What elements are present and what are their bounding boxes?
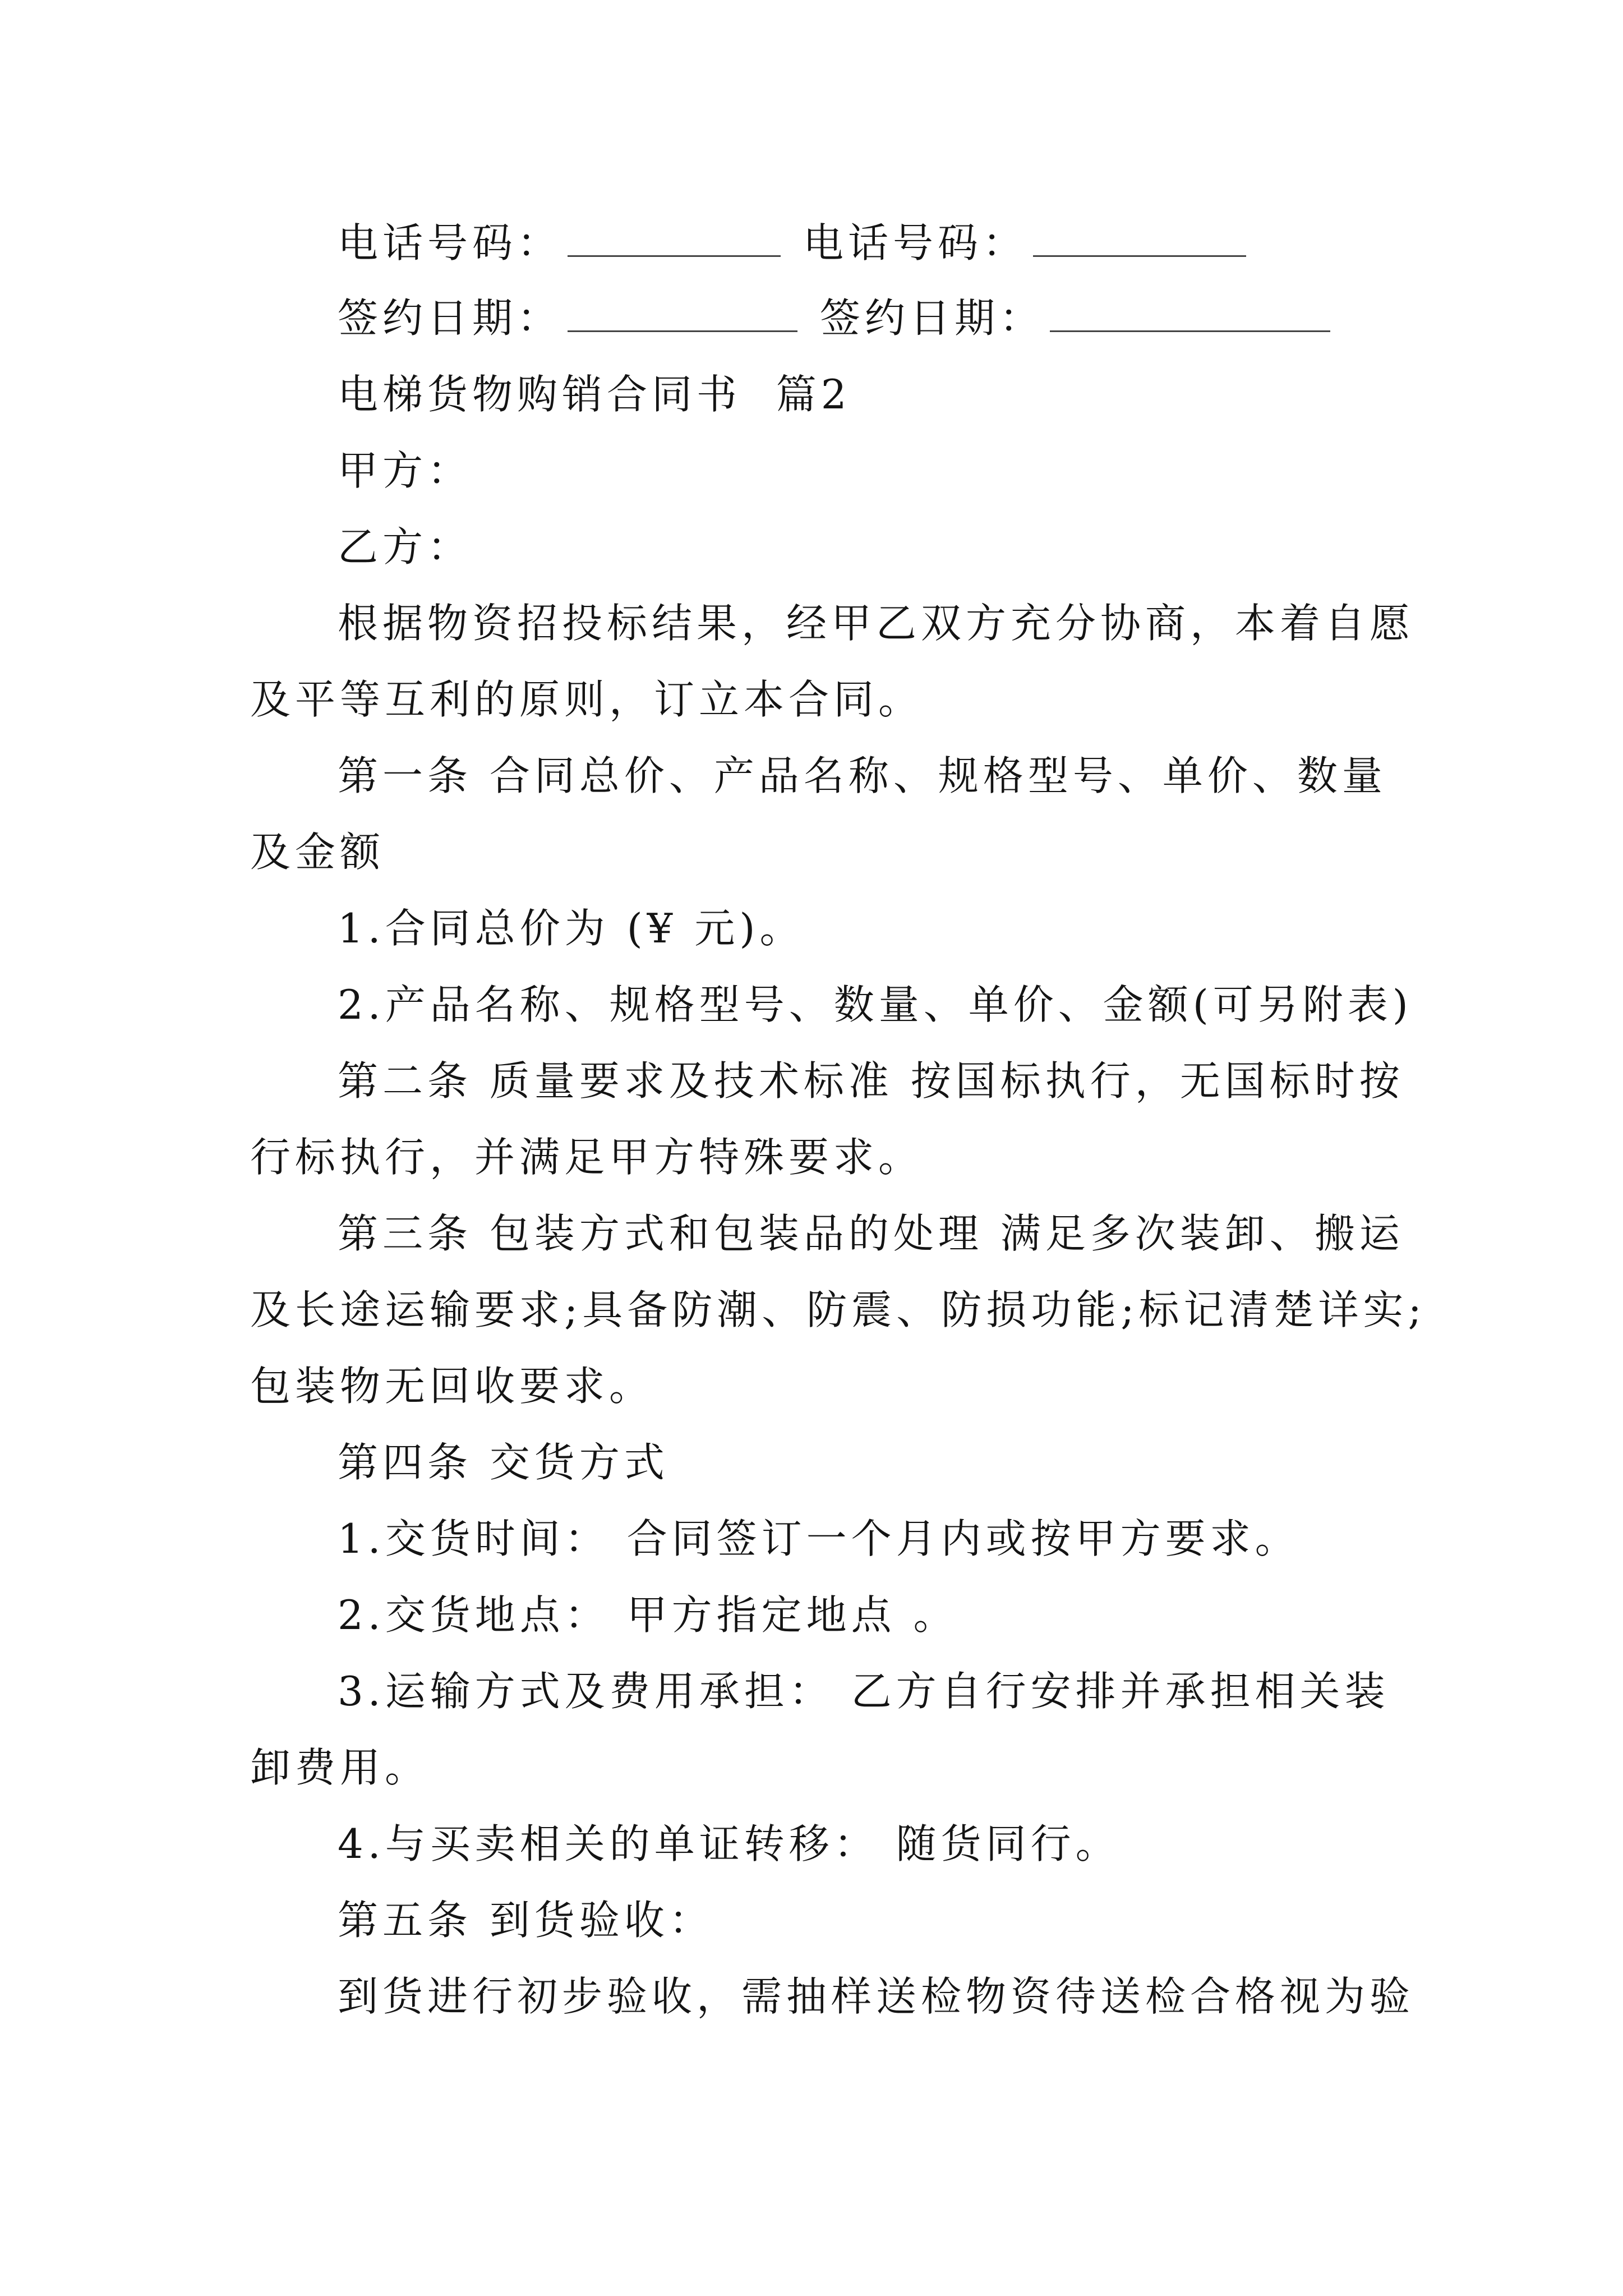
phone-label-party-a: 电话号码： <box>338 219 562 266</box>
contract-title-text: 电梯货物购销合同书 <box>338 371 742 418</box>
article-4-item-2: 2.交货地点： 甲方指定地点 。 <box>338 1591 958 1639</box>
party-b-label: 乙方： <box>338 523 473 570</box>
intro-line-1: 根据物资招投标结果，经甲乙双方充分协商，本着自愿 <box>338 600 1415 647</box>
article-1-line-2: 及金额 <box>250 829 385 876</box>
article-2-line-2: 行标执行，并满足甲方特殊要求。 <box>250 1134 924 1181</box>
article-1-item-1: 1.合同总价为 (¥ 元)。 <box>338 905 805 952</box>
phone-blank-party-b <box>1033 223 1246 257</box>
date-label-party-b: 签约日期： <box>820 295 1045 342</box>
contract-title-suffix: 篇2 <box>776 371 851 418</box>
phone-label-party-b: 电话号码： <box>803 219 1028 266</box>
article-3-line-2: 及长途运输要求;具备防潮、防震、防损功能;标记清楚详实; <box>250 1286 1426 1333</box>
article-1-item-2: 2.产品名称、规格型号、数量、单价、金额(可另附表) <box>338 981 1413 1028</box>
date-blank-party-b <box>1050 298 1330 332</box>
date-row <box>338 293 1353 343</box>
article-3-line-1: 第三条 包装方式和包装品的处理 满足多次装卸、搬运 <box>338 1210 1404 1257</box>
article-3-line-3: 包装物无回收要求。 <box>250 1363 654 1410</box>
article-5-title: 第五条 到货验收： <box>338 1897 714 1944</box>
article-4-item-4: 4.与买卖相关的单证转移： 随货同行。 <box>338 1820 1121 1867</box>
date-label-party-a: 签约日期： <box>338 295 562 342</box>
article-5-line-1: 到货进行初步验收，需抽样送检物资待送检合格视为验 <box>338 1973 1415 2020</box>
article-2-line-1: 第二条 质量要求及技术标准 按国标执行，无国标时按 <box>338 1057 1404 1105</box>
article-4-title: 第四条 交货方式 <box>338 1439 669 1486</box>
article-4-item-1: 1.交货时间： 合同签订一个月内或按甲方要求。 <box>338 1515 1300 1562</box>
article-4-item-3-line-1: 3.运输方式及费用承担： 乙方自行安排并承担相关装 <box>338 1668 1390 1715</box>
party-a-label: 甲方： <box>338 447 473 494</box>
phone-row <box>338 218 1269 268</box>
article-4-item-3-line-2: 卸费用。 <box>250 1744 430 1791</box>
article-1-line-1: 第一条 合同总价、产品名称、规格型号、单价、数量 <box>338 752 1387 799</box>
date-blank-party-a <box>568 298 797 332</box>
contract-title <box>338 369 851 420</box>
intro-line-2: 及平等互利的原则，订立本合同。 <box>250 676 924 723</box>
phone-blank-party-a <box>568 223 781 257</box>
